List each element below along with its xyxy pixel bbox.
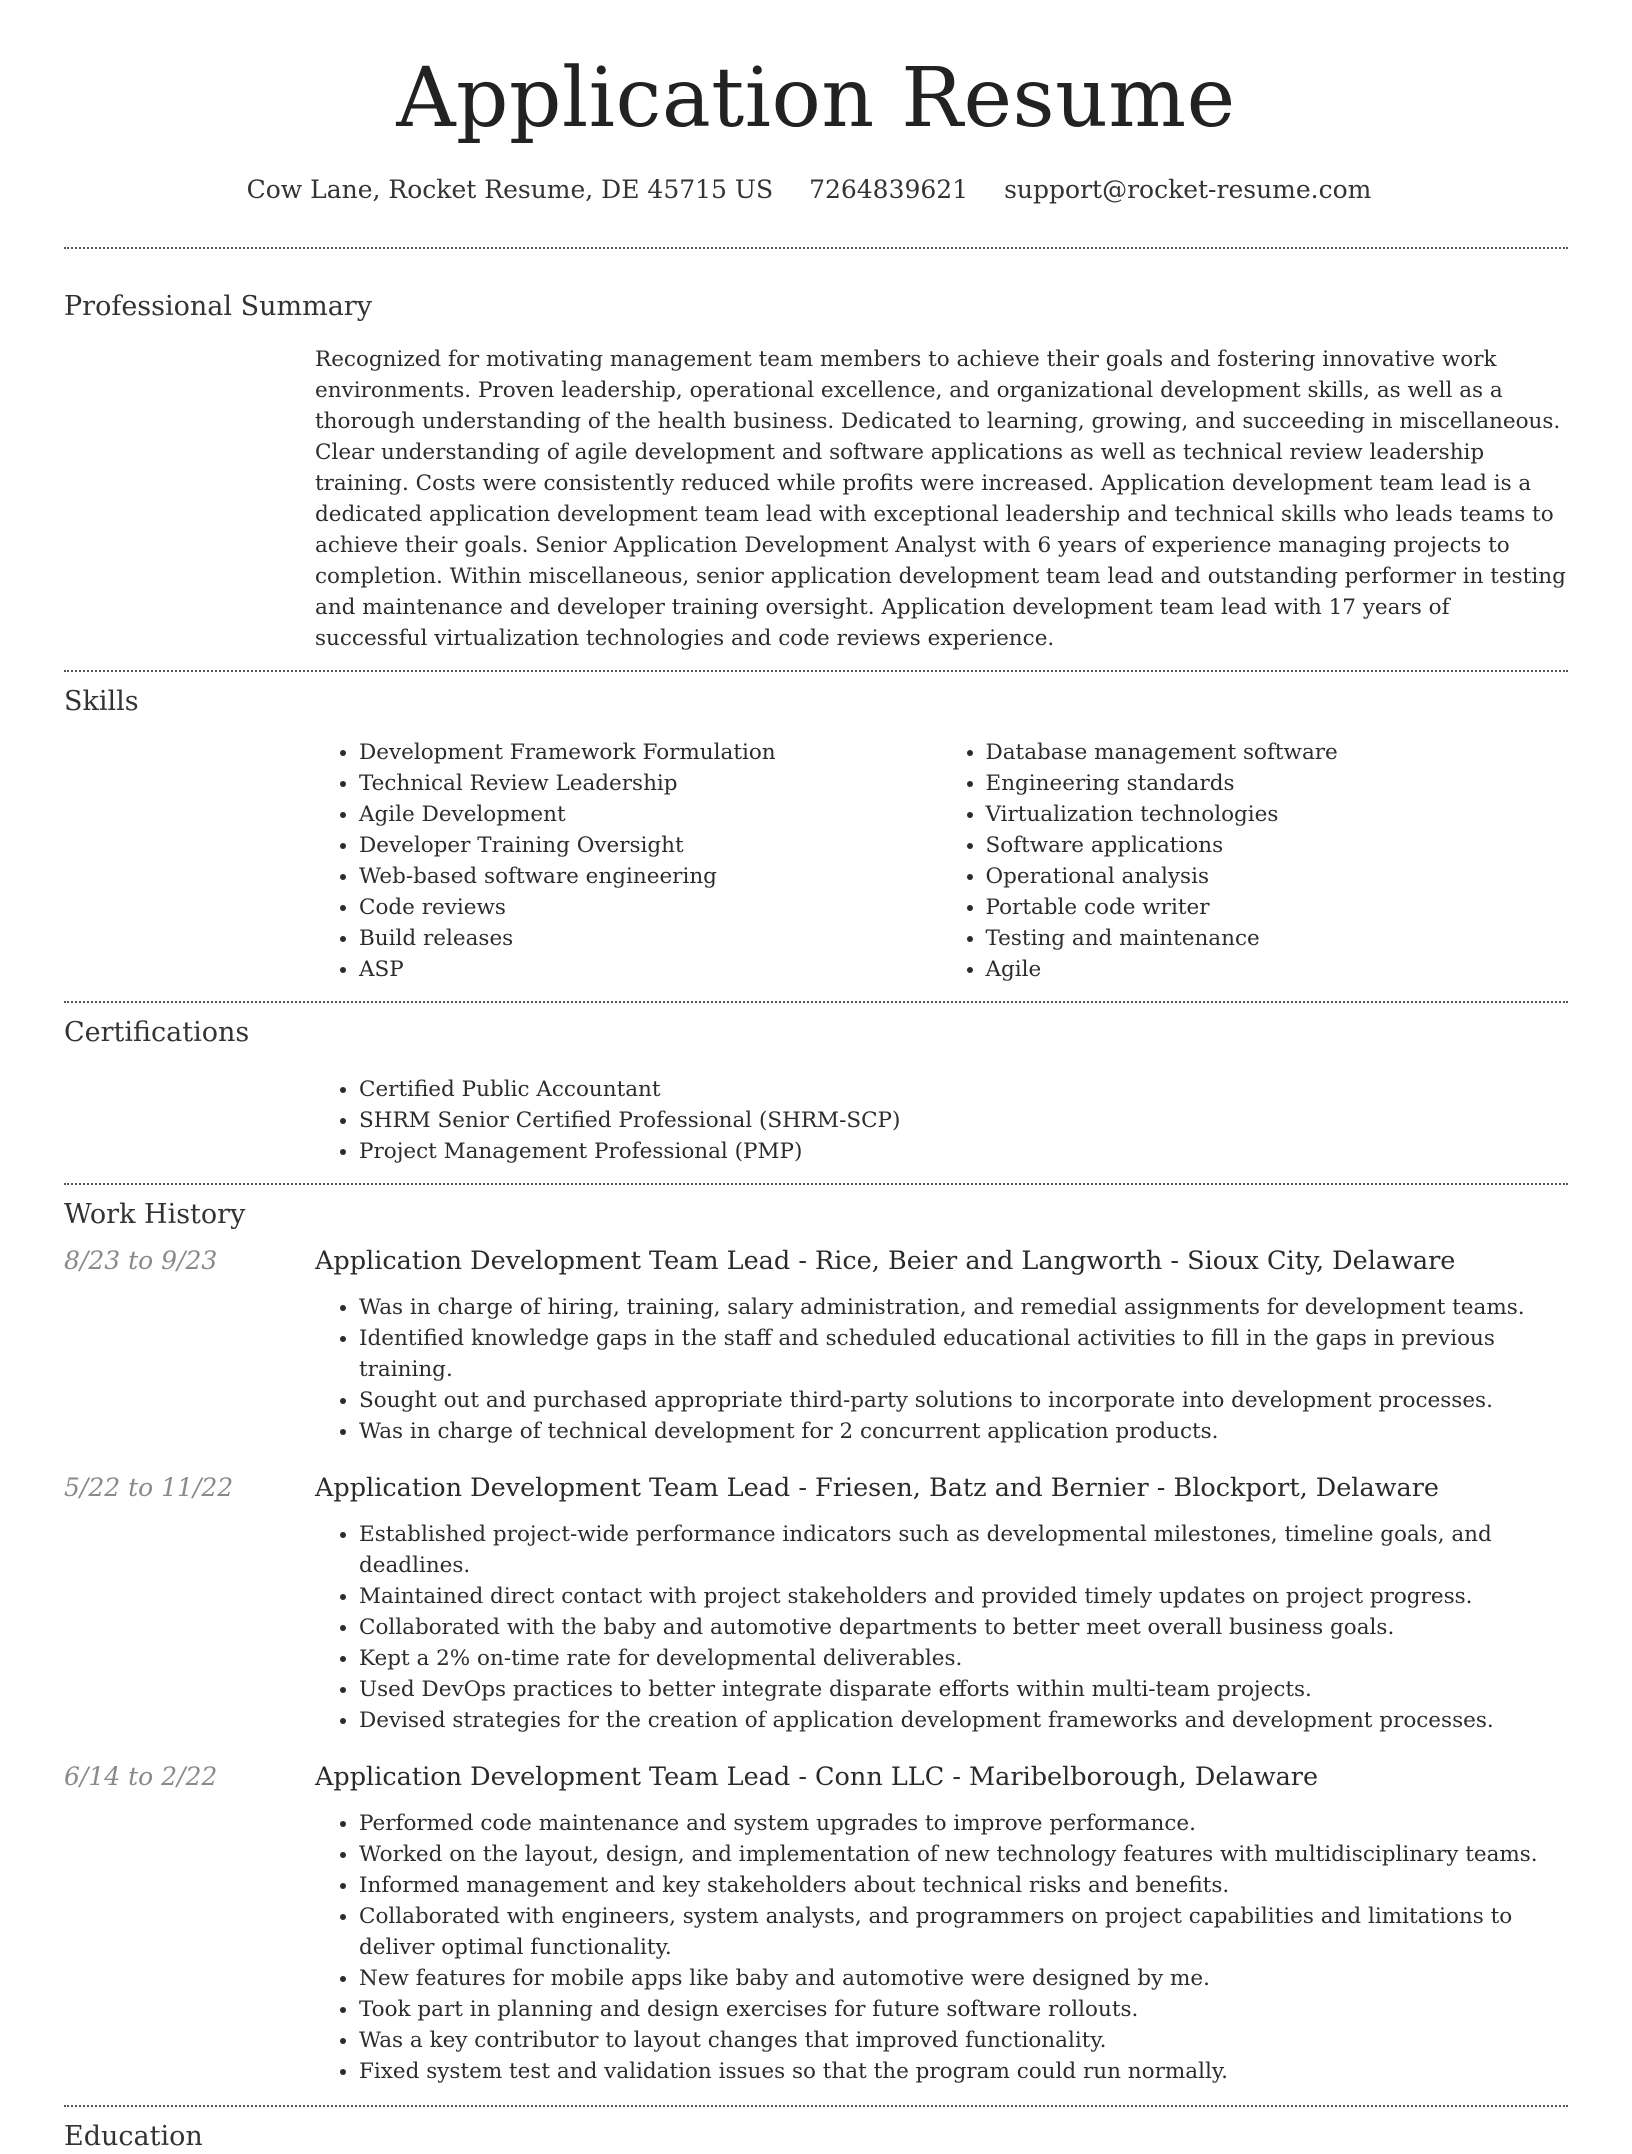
skill-item: • Code reviews [359, 892, 942, 923]
job-entry [64, 1471, 1568, 1736]
job-bullet: • Maintained direct contact with project stakeholders and provided timely updates on project progress. [359, 1581, 1568, 1612]
job-bullet: • Informed management and key stakeholders about technical risks and benefits. [359, 1870, 1568, 1901]
resume-page [64, 0, 1568, 2154]
divider [64, 1183, 1568, 1185]
job-bullet: • Was in charge of hiring, training, salary administration, and remedial assignments for development teams. [359, 1292, 1568, 1323]
certification-item: • SHRM Senior Certified Professional (SHRM-SCP) [359, 1105, 1568, 1136]
job-dates: 6/14 to 2/22 [64, 1762, 218, 1792]
skill-item: • Operational analysis [986, 861, 1569, 892]
contact-line [64, 174, 1568, 207]
job-bullet: • Worked on the layout, design, and implementation of new technology features with multidisciplinary teams. [359, 1839, 1568, 1870]
job-bullet: • Kept a 2% on-time rate for developmental deliverables. [359, 1643, 1568, 1674]
resume-name: Application Resume [396, 51, 1236, 146]
email: support@rocket-resume.com [1004, 175, 1372, 205]
skill-item: • Technical Review Leadership [359, 768, 942, 799]
skill-item: • Virtualization technologies [986, 799, 1569, 830]
address: Cow Lane, Rocket Resume, DE 45715 US [246, 175, 774, 205]
job-bullet: • New features for mobile apps like baby and automotive were designed by me. [359, 1963, 1568, 1994]
summary-text: Recognized for motivating management team members to achieve their goals and fostering innovative work environments. Proven leadership, operational excellence, and organizational development skills, as well as a thorough understanding of the health business. Dedicated to learning, growing, and succeeding in miscellaneous. Clear understanding of agile development and software applications as well as technical review leadership training. Costs were consistently reduced while profits were increased. Application development team lead is a dedicated application development team lead with exceptional leadership and technical skills who leads teams to achieve their goals. Senior Application Development Analyst with 6 years of experience managing projects to completion. Within miscellaneous, senior application development team lead and outstanding performer in testing and maintenance and developer training oversight. Application development team lead with 17 years of successful virtualization technologies and code reviews experience. [315, 346, 1566, 651]
section-title-summary: Professional Summary [64, 290, 372, 322]
job-bullet: • Used DevOps practices to better integrate disparate efforts within multi-team projects. [359, 1674, 1568, 1705]
job-entry [64, 1244, 1568, 1447]
job-bullet: • Established project-wide performance indicators such as developmental milestones, timeline goals, and deadlines. [359, 1519, 1568, 1581]
job-title: Application Development Team Lead - Rice, Beier and Langworth - Sioux City, Delaware [315, 1246, 1456, 1277]
job-bullet: • Was in charge of technical development for 2 concurrent application products. [359, 1416, 1568, 1447]
job-bullets [315, 1519, 1568, 1736]
education-section [64, 2119, 1568, 2154]
section-title-certifications: Certifications [64, 1017, 250, 1049]
section-title-skills: Skills [64, 685, 139, 717]
divider [64, 1001, 1568, 1003]
skill-item: • Engineering standards [986, 768, 1569, 799]
skill-item: • Software applications [986, 830, 1569, 861]
job-bullet: • Took part in planning and design exercises for future software rollouts. [359, 1994, 1568, 2025]
job-bullet: • Performed code maintenance and system upgrades to improve performance. [359, 1808, 1568, 1839]
skill-item: • Agile Development [359, 799, 942, 830]
skill-item: • Portable code writer [986, 892, 1569, 923]
work-history-section [64, 1197, 1568, 2087]
job-bullets [315, 1808, 1568, 2087]
job-dates: 8/23 to 9/23 [64, 1246, 218, 1276]
skill-item: • Development Framework Formulation [359, 737, 942, 768]
job-bullet: • Devised strategies for the creation of application development frameworks and development processes. [359, 1705, 1568, 1736]
skill-item: • Build releases [359, 923, 942, 954]
skill-item: • Developer Training Oversight [359, 830, 942, 861]
skills-list [315, 737, 1568, 985]
summary-section [64, 289, 1568, 654]
skills-column-left [315, 737, 942, 985]
skills-column-right [942, 737, 1569, 985]
skill-item: • Testing and maintenance [986, 923, 1569, 954]
job-title: Application Development Team Lead - Friesen, Batz and Bernier - Blockport, Delaware [315, 1473, 1439, 1504]
divider [64, 2105, 1568, 2107]
certification-item: • Project Management Professional (PMP) [359, 1136, 1568, 1167]
job-bullet: • Collaborated with the baby and automotive departments to better meet overall business goals. [359, 1612, 1568, 1643]
job-bullet: • Fixed system test and validation issues so that the program could run normally. [359, 2056, 1568, 2087]
job-bullet: • Identified knowledge gaps in the staff and scheduled educational activities to fill in the gaps in previous training. [359, 1323, 1568, 1385]
job-bullets [315, 1292, 1568, 1447]
certifications-section [64, 1015, 1568, 1167]
skill-item: • ASP [359, 954, 942, 985]
skill-item: • Database management software [986, 737, 1569, 768]
skill-item: • Web-based software engineering [359, 861, 942, 892]
divider [64, 670, 1568, 672]
job-title: Application Development Team Lead - Conn LLC - Maribelborough, Delaware [315, 1762, 1319, 1793]
job-bullet: • Collaborated with engineers, system analysts, and programmers on project capabilities and limitations to deliver optimal functionality. [359, 1901, 1568, 1963]
job-entry [64, 1760, 1568, 2087]
job-bullet: • Sought out and purchased appropriate third-party solutions to incorporate into development processes. [359, 1385, 1568, 1416]
section-title-work-history: Work History [64, 1199, 246, 1231]
skill-item: • Agile [986, 954, 1569, 985]
phone: 7264839621 [809, 175, 969, 205]
certification-item: • Certified Public Accountant [359, 1074, 1568, 1105]
skills-section [64, 684, 1568, 985]
section-title-education: Education [64, 2121, 203, 2153]
job-dates: 5/22 to 11/22 [64, 1473, 234, 1503]
divider [64, 247, 1568, 249]
certifications-list [315, 1074, 1568, 1167]
job-bullet: • Was a key contributor to layout changes that improved functionality. [359, 2025, 1568, 2056]
